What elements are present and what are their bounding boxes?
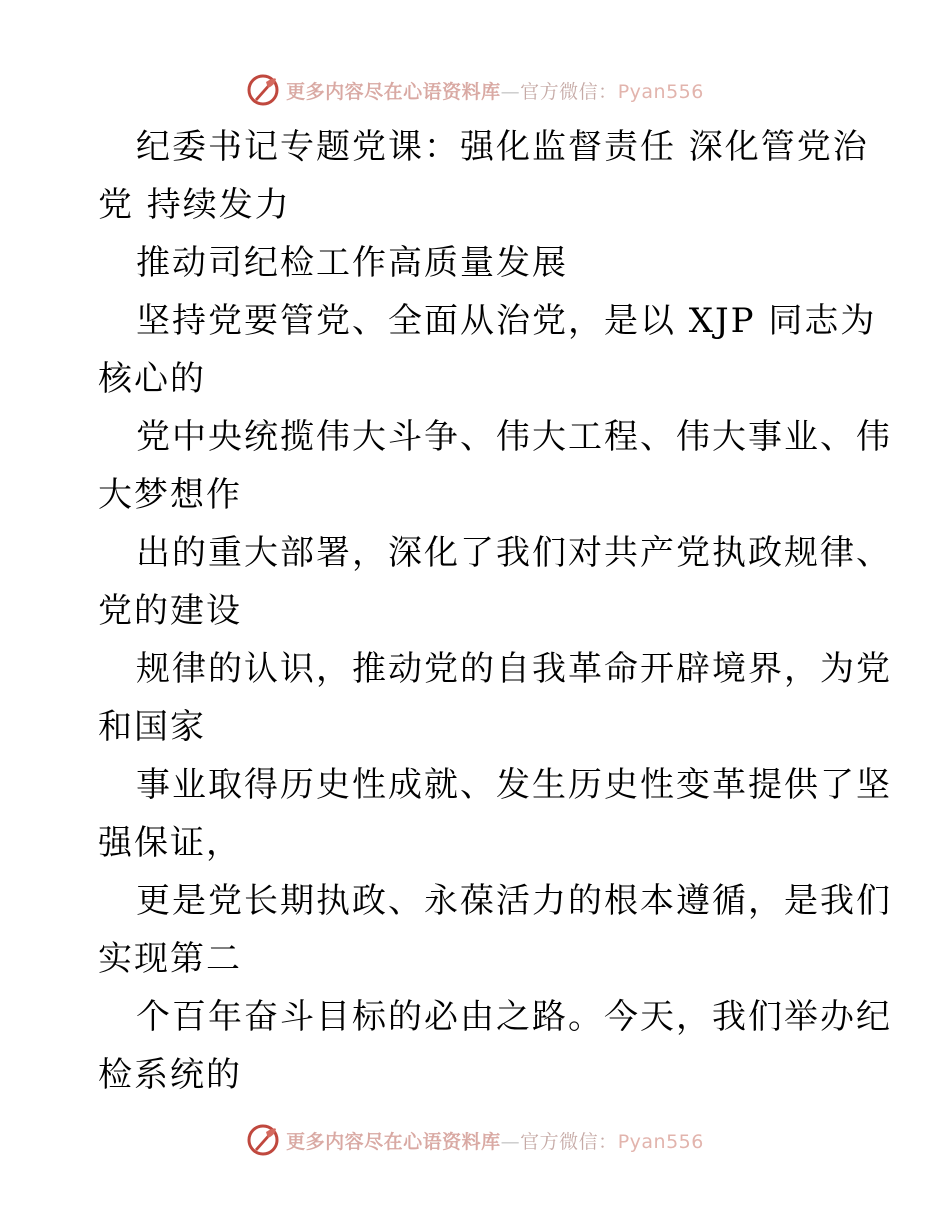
header-banner-dash: —: [500, 80, 521, 103]
line-first: 出的重大部署，深化了我们对共产党执政规律、: [136, 533, 892, 573]
document-line: [98, 872, 892, 988]
header-banner-title: 更多内容尽在心语资料库: [286, 80, 501, 103]
line-continuation: 检系统的: [98, 1055, 242, 1095]
line-first: 坚持党要管党、全面从治党，是以 XJP 同志为: [136, 301, 877, 341]
header-banner-wechat-label: 官方微信：: [520, 80, 618, 103]
document-line: [98, 118, 869, 234]
line-first: 更是党长期执政、永葆活力的根本遵循，是我们: [136, 881, 892, 921]
document-line: [98, 234, 858, 292]
header-banner: [0, 70, 950, 110]
document-line: [98, 988, 892, 1104]
quill-logo-icon: [246, 73, 280, 107]
line-first: 纪委书记专题党课：强化监督责任 深化管党治: [136, 127, 869, 167]
line-continuation: 核心的: [98, 359, 206, 399]
document-body: [98, 118, 892, 1104]
footer-banner-dash: —: [500, 1130, 521, 1153]
document-line: [98, 408, 892, 524]
document-line: [98, 292, 877, 408]
line-first: 事业取得历史性成就、发生历史性变革提供了坚: [136, 765, 892, 805]
footer-banner-wechat-label: 官方微信：: [520, 1130, 618, 1153]
quill-logo-icon: [246, 1123, 280, 1157]
footer-banner-title: 更多内容尽在心语资料库: [286, 1130, 501, 1153]
header-banner-wechat-id: Pyan556: [617, 80, 704, 103]
line-continuation: 实现第二: [98, 939, 242, 979]
footer-banner-wechat-id: Pyan556: [617, 1130, 704, 1153]
line-continuation: 党的建设: [98, 591, 242, 631]
footer-banner: [0, 1120, 950, 1160]
line-first: 规律的认识，推动党的自我革命开辟境界，为党: [136, 649, 892, 689]
document-line: [98, 524, 892, 640]
line-first: 推动司纪检工作高质量发展: [136, 243, 568, 283]
header-banner-text: [286, 77, 704, 104]
footer-banner-text: [286, 1127, 704, 1154]
line-continuation: 大梦想作: [98, 475, 242, 515]
line-continuation: 强保证，: [98, 823, 242, 863]
line-first: 个百年奋斗目标的必由之路。今天，我们举办纪: [136, 997, 892, 1037]
line-first: 党中央统揽伟大斗争、伟大工程、伟大事业、伟: [136, 417, 892, 457]
line-continuation: 和国家: [98, 707, 206, 747]
document-line: [98, 640, 892, 756]
document-line: [98, 756, 892, 872]
line-continuation: 党 持续发力: [98, 185, 291, 225]
